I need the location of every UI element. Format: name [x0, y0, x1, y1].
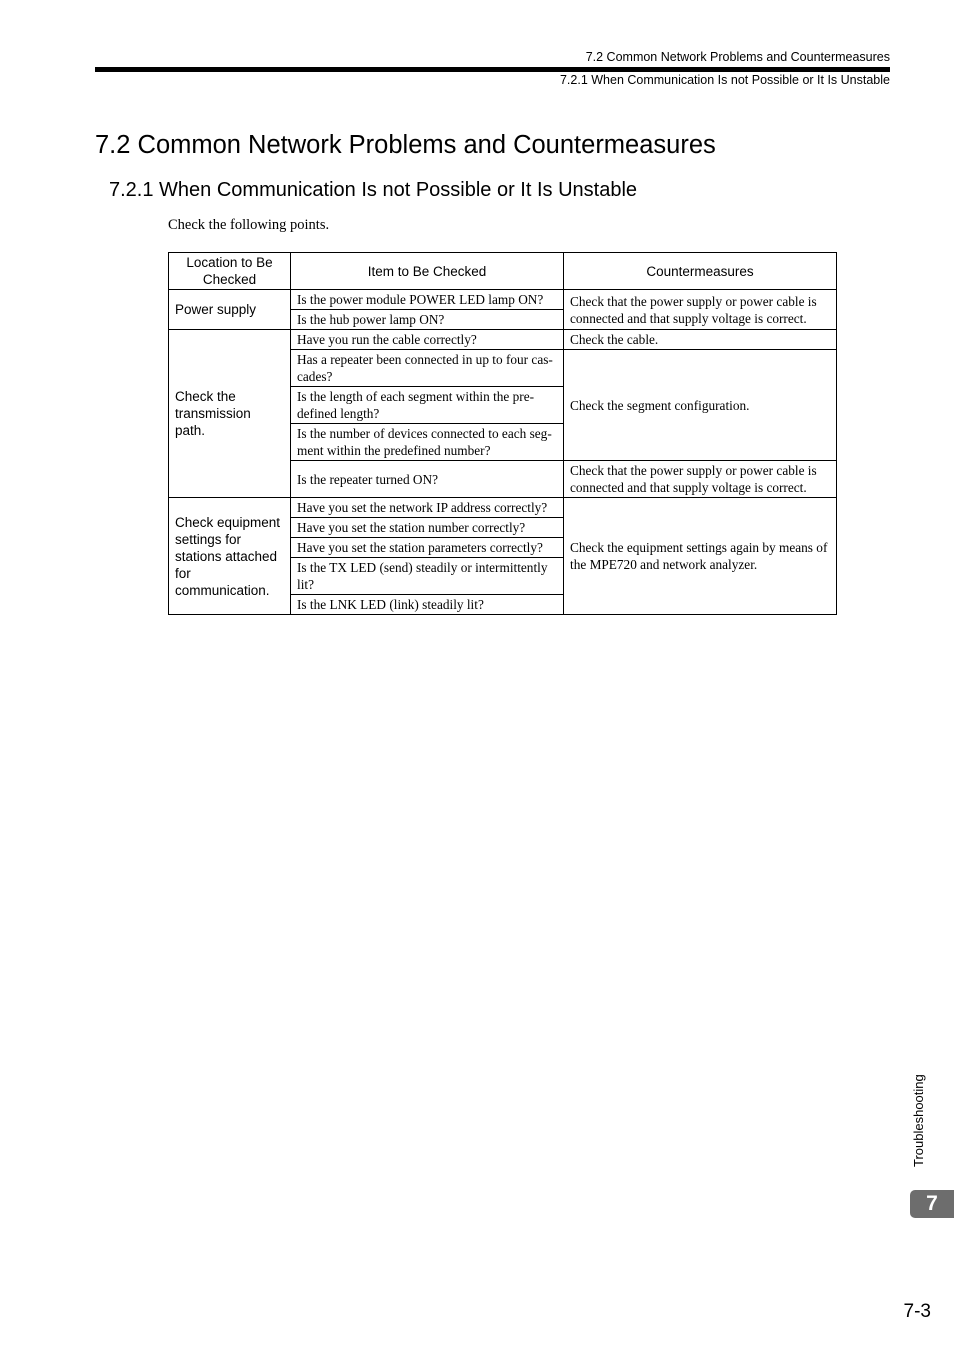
table-row	[169, 290, 837, 310]
item-cell: Have you set the network IP address correctly?	[291, 498, 564, 518]
item-cell: Is the LNK LED (link) steadily lit?	[291, 595, 564, 615]
location-cell: Check equipment settings for stations attached for communication.	[169, 498, 291, 615]
table-header-row	[169, 253, 837, 290]
item-cell: Have you set the station number correctly?	[291, 518, 564, 538]
item-cell: Have you set the station parameters correctly?	[291, 538, 564, 558]
header-countermeasure: Countermeasures	[564, 253, 837, 290]
countermeasure-cell: Check the segment configuration.	[564, 350, 837, 461]
countermeasure-cell: Check the equipment settings again by means of the MPE720 and network analyzer.	[564, 498, 837, 615]
item-cell: Is the length of each segment within the pre-defined length?	[291, 387, 564, 424]
header-rule	[95, 67, 890, 72]
page-number: 7-3	[903, 1301, 931, 1322]
table-row	[169, 498, 837, 518]
item-cell: Is the repeater turned ON?	[291, 461, 564, 498]
chapter-side-label: Troubleshooting	[911, 1074, 926, 1167]
item-cell: Have you run the cable correctly?	[291, 330, 564, 350]
subsection-title: 7.2.1 When Communication Is not Possible or It Is Unstable	[109, 179, 638, 201]
checklist-table	[168, 252, 837, 615]
countermeasure-cell: Check that the power supply or power cable is connected and that supply voltage is correct.	[564, 290, 837, 330]
intro-text: Check the following points.	[168, 217, 330, 233]
location-cell: Check the transmission path.	[169, 330, 291, 498]
countermeasure-cell: Check that the power supply or power cable is connected and that supply voltage is correct.	[564, 461, 837, 498]
item-cell: Is the power module POWER LED lamp ON?	[291, 290, 564, 310]
header-item: Item to Be Checked	[291, 253, 564, 290]
header-location: Location to Be Checked	[169, 253, 291, 290]
item-cell: Is the hub power lamp ON?	[291, 310, 564, 330]
location-cell: Power supply	[169, 290, 291, 330]
item-cell: Is the TX LED (send) steadily or intermittently lit?	[291, 558, 564, 595]
countermeasure-cell: Check the cable.	[564, 330, 837, 350]
item-cell: Is the number of devices connected to each seg-ment within the predefined number?	[291, 424, 564, 461]
item-cell: Has a repeater been connected in up to four cas-cades?	[291, 350, 564, 387]
running-header-subsection: 7.2.1 When Communication Is not Possible or It Is Unstable	[559, 73, 890, 87]
table-row	[169, 330, 837, 350]
section-title: 7.2 Common Network Problems and Countermeasures	[95, 131, 716, 159]
chapter-tab: 7	[910, 1190, 954, 1218]
running-header-section: 7.2 Common Network Problems and Countermeasures	[585, 50, 890, 64]
